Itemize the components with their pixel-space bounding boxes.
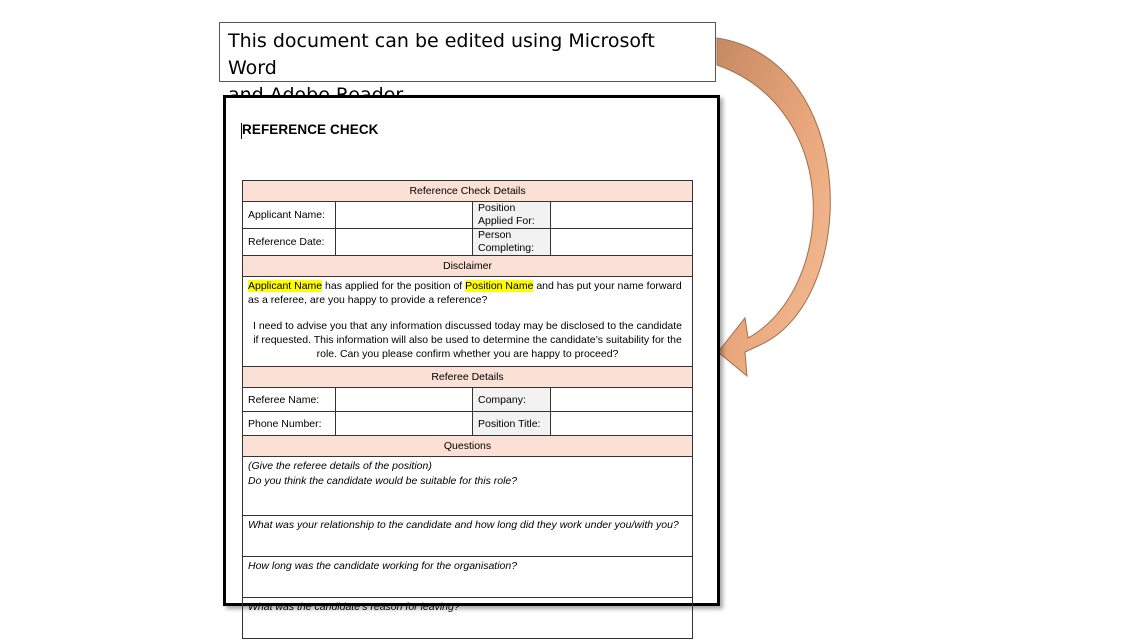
question-2[interactable]: What was your relationship to the candidate and how long did they work under you/with you? xyxy=(243,516,693,557)
person-completing-field[interactable] xyxy=(551,229,693,256)
reference-check-form xyxy=(242,180,693,639)
document-title: REFERENCE CHECK xyxy=(242,122,379,137)
highlight-applicant-name: Applicant Name xyxy=(248,280,323,292)
position-applied-label: Position Applied For: xyxy=(473,202,551,229)
applicant-name-label: Applicant Name: xyxy=(243,202,336,229)
position-title-label: Position Title: xyxy=(473,412,551,436)
company-label: Company: xyxy=(473,388,551,412)
disclaimer-header: Disclaimer xyxy=(243,256,693,277)
applicant-name-field[interactable] xyxy=(336,202,473,229)
person-completing-label: Person Completing: xyxy=(473,229,551,256)
question-3[interactable]: How long was the candidate working for the organisation? xyxy=(243,557,693,598)
company-field[interactable] xyxy=(551,388,693,412)
disclaimer-para-2: I need to advise you that any information discussed today may be disclosed to the candidate if requested. This information will also be used to determine the candidate’s suitability for the role. Can you please confirm whether you are happy to proceed? xyxy=(253,320,683,360)
referee-header: Referee Details xyxy=(243,367,693,388)
highlight-position-name: Position Name xyxy=(465,280,534,292)
document-preview xyxy=(223,95,720,613)
question-1[interactable]: (Give the referee details of the position) Do you think the candidate would be suitable for this role? xyxy=(243,457,693,516)
disclaimer-para-1: Applicant Name has applied for the position of Position Name and has put your name forward as a referee, are you happy to provide a reference? xyxy=(248,280,682,306)
position-applied-field[interactable] xyxy=(551,202,693,229)
questions-header: Questions xyxy=(243,436,693,457)
details-header: Reference Check Details xyxy=(243,181,693,202)
phone-number-label: Phone Number: xyxy=(243,412,336,436)
disclaimer-text xyxy=(243,277,693,367)
referee-name-label: Referee Name: xyxy=(243,388,336,412)
arrow-body xyxy=(717,38,830,376)
position-title-field[interactable] xyxy=(551,412,693,436)
callout-box xyxy=(219,22,716,82)
referee-name-field[interactable] xyxy=(336,388,473,412)
callout-line-1: This document can be edited using Microsoft Word xyxy=(228,30,655,79)
reference-date-label: Reference Date: xyxy=(243,229,336,256)
reference-date-field[interactable] xyxy=(336,229,473,256)
question-4[interactable]: What was the candidate’s reason for leaving? xyxy=(243,598,693,639)
phone-number-field[interactable] xyxy=(336,412,473,436)
